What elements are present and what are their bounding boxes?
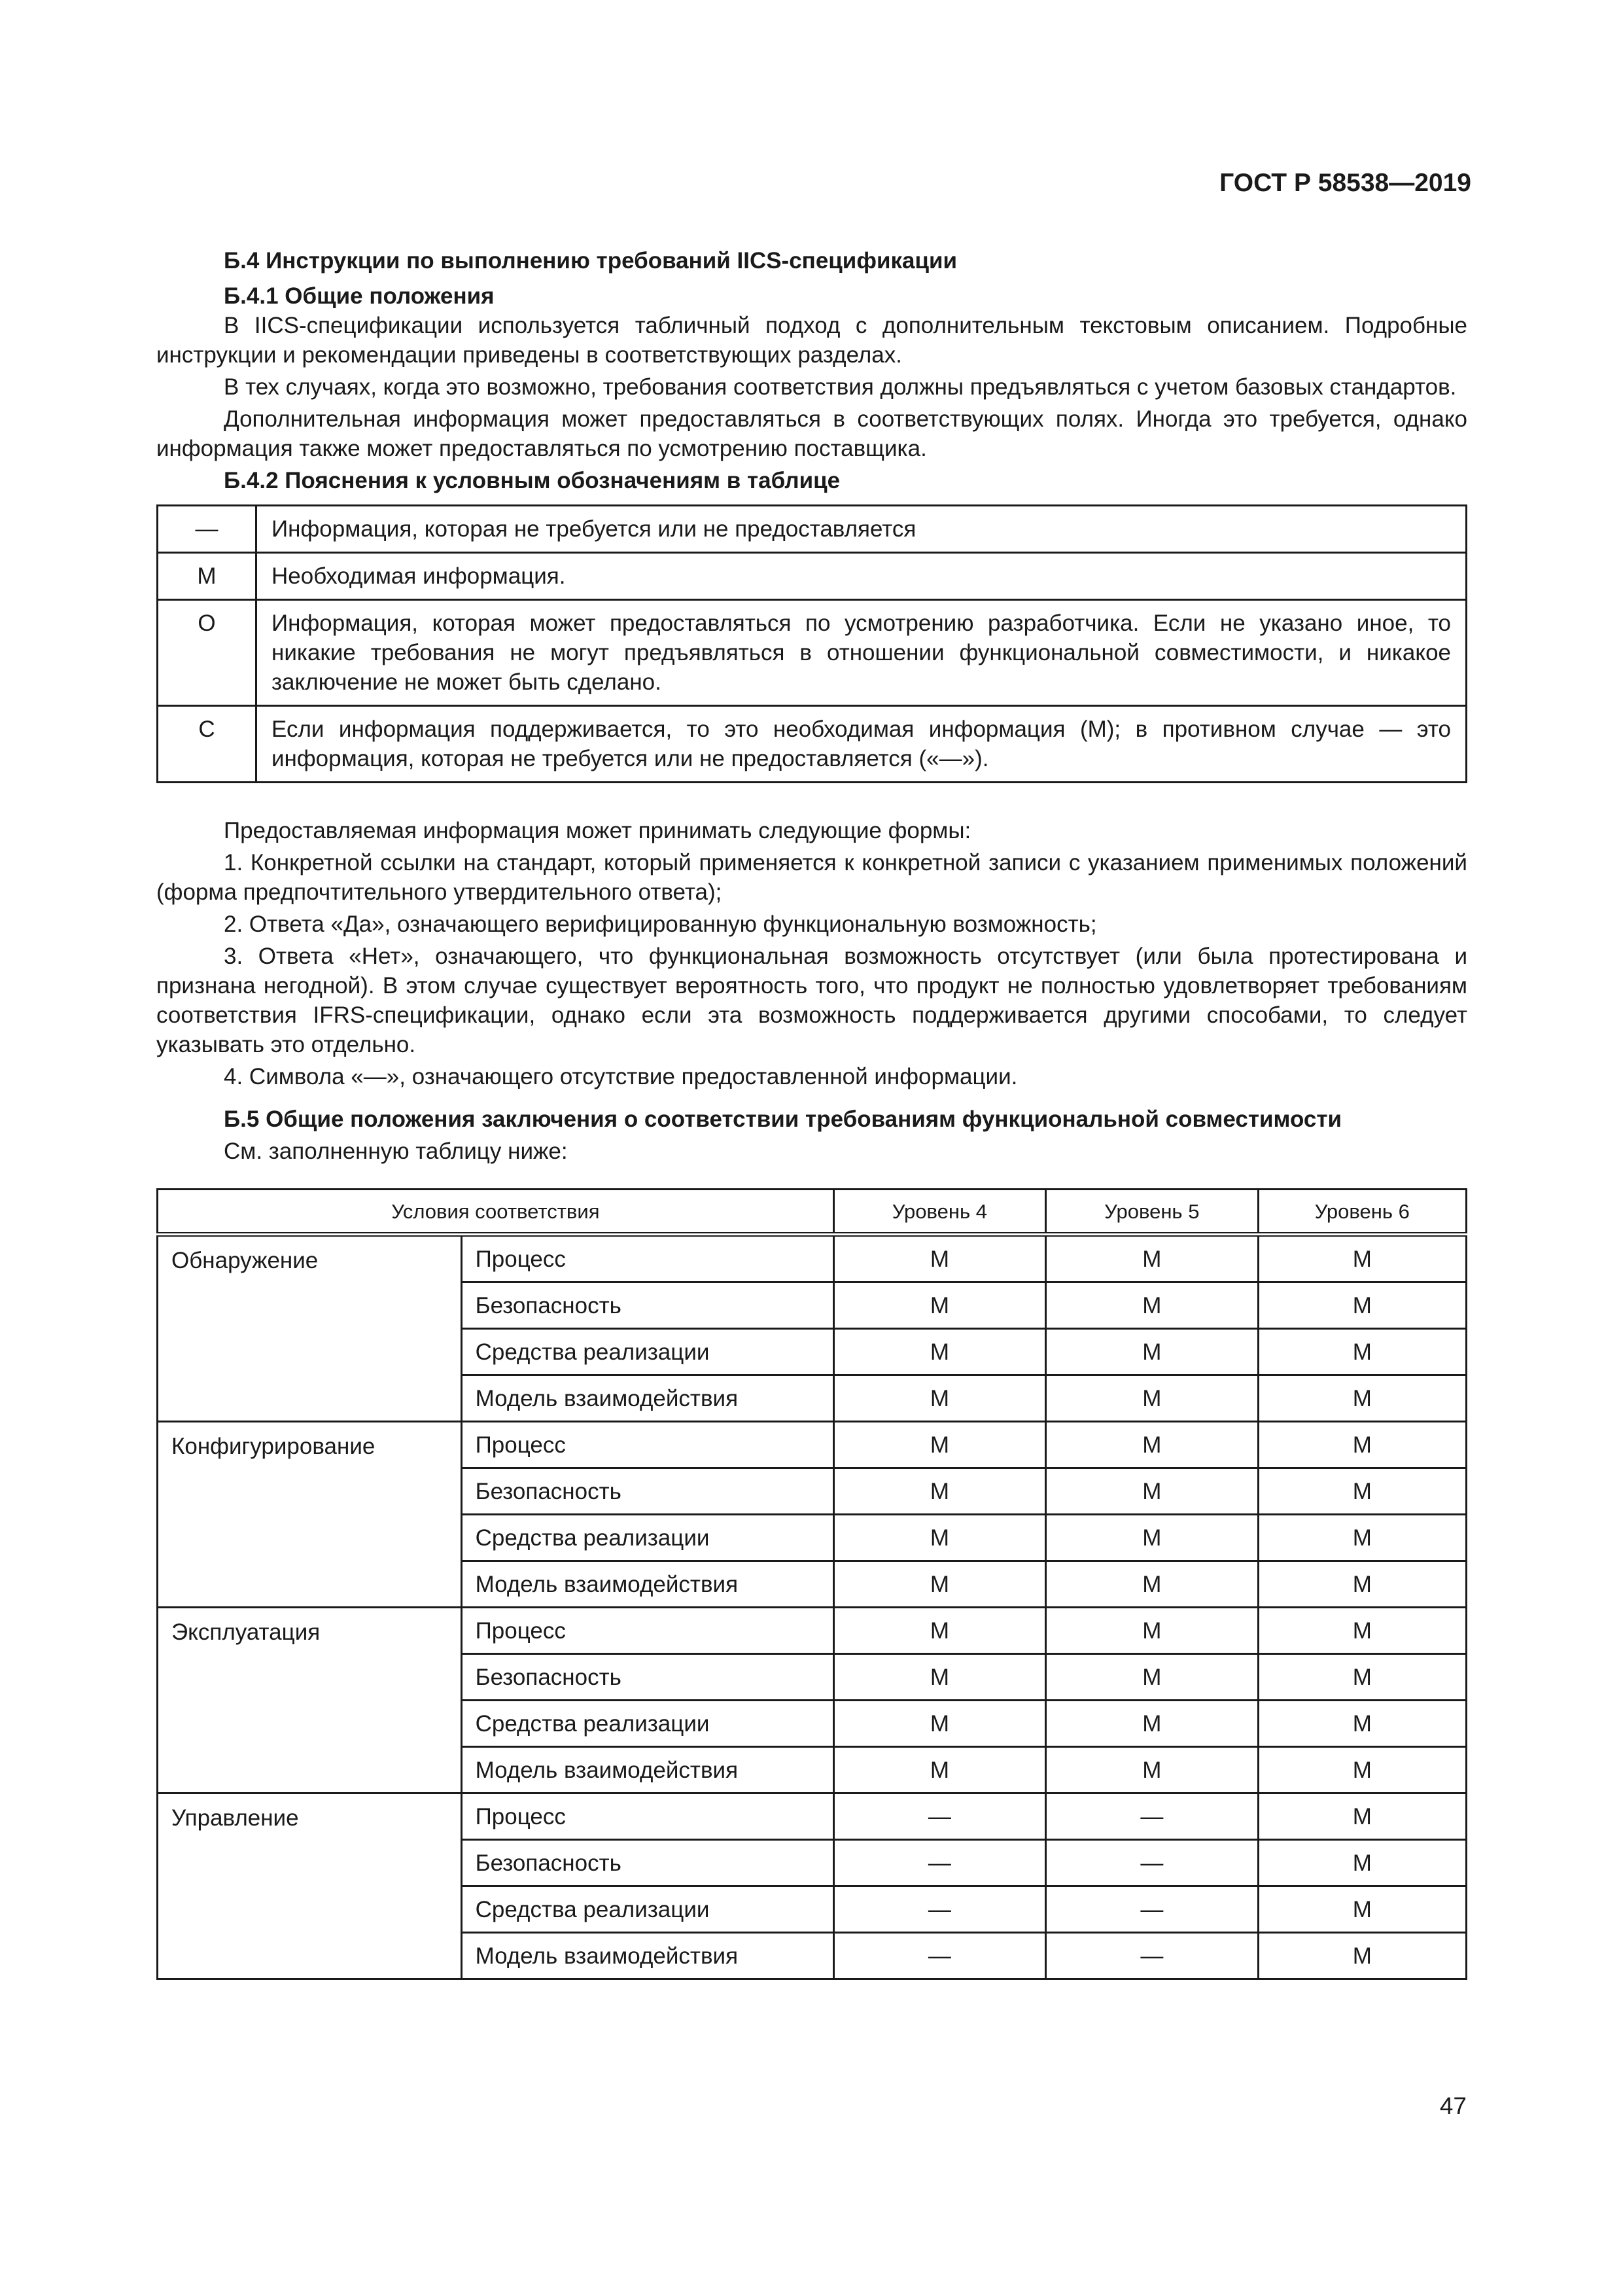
level-cell: M <box>1046 1235 1258 1282</box>
condition-cell: Процесс <box>461 1793 833 1840</box>
level-cell: M <box>1046 1654 1258 1701</box>
section-b42-title: Б.4.2 Пояснения к условным обозначениям в таблице <box>224 468 841 493</box>
level-cell: — <box>833 1886 1045 1933</box>
level-cell: M <box>833 1282 1045 1329</box>
level-cell: M <box>833 1468 1045 1515</box>
level-cell: M <box>1258 1654 1466 1701</box>
level-cell: M <box>833 1329 1045 1375</box>
list-item: 4. Символа «—», означающего отсутствие предоставленной информации. <box>224 1064 1018 1089</box>
section-b4-title: Б.4 Инструкции по выполнению требований IICS-спецификации <box>224 248 957 274</box>
level-cell: M <box>1046 1747 1258 1793</box>
legend-symbol: O <box>158 600 256 706</box>
level-cell: M <box>1258 1515 1466 1561</box>
level-cell: M <box>1258 1235 1466 1282</box>
table-header-cell: Уровень 6 <box>1258 1190 1466 1235</box>
level-cell: M <box>1046 1608 1258 1654</box>
page-content <box>156 246 1467 1980</box>
paragraph: См. заполненную таблицу ниже: <box>224 1139 568 1164</box>
level-cell: M <box>1258 1329 1466 1375</box>
level-cell: M <box>833 1747 1045 1793</box>
condition-cell: Средства реализации <box>461 1701 833 1747</box>
level-cell: M <box>1258 1701 1466 1747</box>
level-cell: — <box>833 1793 1045 1840</box>
condition-cell: Модель взаимодействия <box>461 1561 833 1608</box>
legend-row <box>158 506 1467 553</box>
level-cell: M <box>1258 1282 1466 1329</box>
level-cell: M <box>1258 1375 1466 1422</box>
paragraph: В IICS-спецификации используется табличный подход с дополнительным текстовым описанием. Подробные инструкции и рекомендации приведены в соответствующих разделах. <box>156 313 1467 368</box>
table-row <box>158 1608 1467 1654</box>
level-cell: M <box>833 1515 1045 1561</box>
condition-cell: Безопасность <box>461 1654 833 1701</box>
level-cell: M <box>833 1235 1045 1282</box>
legend-row <box>158 600 1467 706</box>
condition-cell: Безопасность <box>461 1468 833 1515</box>
list-item: 1. Конкретной ссылки на стандарт, который применяется к конкретной записи с указанием применимых положений (форма предпочтительного утвердительного ответа); <box>156 850 1467 905</box>
condition-cell: Процесс <box>461 1422 833 1468</box>
level-cell: M <box>833 1375 1045 1422</box>
legend-table <box>156 504 1467 783</box>
list-item: 3. Ответа «Нет», означающего, что функциональная возможность отсутствует (или была протестирована и признана негодной). В этом случае существует вероятность того, что продукт не полностью удовлетворяет требованиям соответствия IFRS-спецификации, однако если эта возможность поддерживается другими способами, то следует указывать это отдельно. <box>156 944 1467 1057</box>
level-cell: M <box>1258 1608 1466 1654</box>
group-cell: Управление <box>158 1793 462 1979</box>
level-cell: M <box>833 1608 1045 1654</box>
level-cell: M <box>1258 1840 1466 1886</box>
paragraph: В тех случаях, когда это возможно, требования соответствия должны предъявляться с учетом базовых стандартов. <box>224 374 1457 400</box>
legend-description: Если информация поддерживается, то это необходимая информация (M); в противном случае — это информация, которая не требуется или не предоставляется («—»). <box>256 706 1467 783</box>
table-header-cell: Уровень 4 <box>833 1190 1045 1235</box>
section-b5-title: Б.5 Общие положения заключения о соответствии требованиям функциональной совместимости <box>224 1106 1342 1132</box>
group-cell: Конфигурирование <box>158 1422 462 1608</box>
legend-symbol: — <box>158 506 256 553</box>
legend-description: Информация, которая не требуется или не предоставляется <box>256 506 1467 553</box>
legend-symbol: M <box>158 553 256 600</box>
table-row <box>158 1422 1467 1468</box>
level-cell: — <box>1046 1793 1258 1840</box>
level-cell: M <box>1258 1468 1466 1515</box>
table-row <box>158 1793 1467 1840</box>
level-cell: M <box>1046 1515 1258 1561</box>
condition-cell: Процесс <box>461 1235 833 1282</box>
level-cell: M <box>1258 1886 1466 1933</box>
condition-cell: Модель взаимодействия <box>461 1747 833 1793</box>
conformance-table <box>156 1188 1467 1980</box>
legend-description: Необходимая информация. <box>256 553 1467 600</box>
condition-cell: Безопасность <box>461 1282 833 1329</box>
condition-cell: Средства реализации <box>461 1515 833 1561</box>
level-cell: M <box>1046 1701 1258 1747</box>
condition-cell: Средства реализации <box>461 1329 833 1375</box>
level-cell: M <box>1258 1422 1466 1468</box>
level-cell: M <box>1258 1793 1466 1840</box>
condition-cell: Безопасность <box>461 1840 833 1886</box>
legend-row <box>158 706 1467 783</box>
legend-description: Информация, которая может предоставляться по усмотрению разработчика. Если не указано иное, то никакие требования не могут предъявляться в отношении функциональной совместимости, и никакое заключение не может быть сделано. <box>256 600 1467 706</box>
list-item: 2. Ответа «Да», означающего верифицированную функциональную возможность; <box>224 911 1097 937</box>
paragraph: Дополнительная информация может предоставляться в соответствующих полях. Иногда это требуется, однако информация также может предоставляться по усмотрению поставщика. <box>156 406 1467 461</box>
level-cell: M <box>1046 1282 1258 1329</box>
level-cell: M <box>1046 1329 1258 1375</box>
paragraph: Предоставляемая информация может принимать следующие формы: <box>224 818 971 843</box>
level-cell: M <box>1046 1375 1258 1422</box>
level-cell: — <box>1046 1840 1258 1886</box>
level-cell: — <box>833 1933 1045 1979</box>
level-cell: M <box>1258 1747 1466 1793</box>
level-cell: M <box>833 1701 1045 1747</box>
level-cell: M <box>833 1654 1045 1701</box>
level-cell: M <box>1258 1933 1466 1979</box>
level-cell: M <box>1046 1422 1258 1468</box>
table-row <box>158 1235 1467 1282</box>
level-cell: M <box>1046 1468 1258 1515</box>
level-cell: M <box>1046 1561 1258 1608</box>
condition-cell: Средства реализации <box>461 1886 833 1933</box>
section-b41-title: Б.4.1 Общие положения <box>224 283 495 309</box>
level-cell: — <box>1046 1886 1258 1933</box>
level-cell: — <box>833 1840 1045 1886</box>
condition-cell: Модель взаимодействия <box>461 1933 833 1979</box>
legend-symbol: C <box>158 706 256 783</box>
condition-cell: Процесс <box>461 1608 833 1654</box>
group-cell: Обнаружение <box>158 1235 462 1422</box>
level-cell: M <box>833 1422 1045 1468</box>
page-number: 47 <box>1439 2093 1467 2119</box>
document-header: ГОСТ Р 58538—2019 <box>1219 169 1471 197</box>
table-header-cell: Условия соответствия <box>158 1190 834 1235</box>
level-cell: M <box>1258 1561 1466 1608</box>
legend-row <box>158 553 1467 600</box>
level-cell: M <box>833 1561 1045 1608</box>
table-header-cell: Уровень 5 <box>1046 1190 1258 1235</box>
table-header-row <box>158 1190 1467 1235</box>
condition-cell: Модель взаимодействия <box>461 1375 833 1422</box>
level-cell: — <box>1046 1933 1258 1979</box>
group-cell: Эксплуатация <box>158 1608 462 1793</box>
